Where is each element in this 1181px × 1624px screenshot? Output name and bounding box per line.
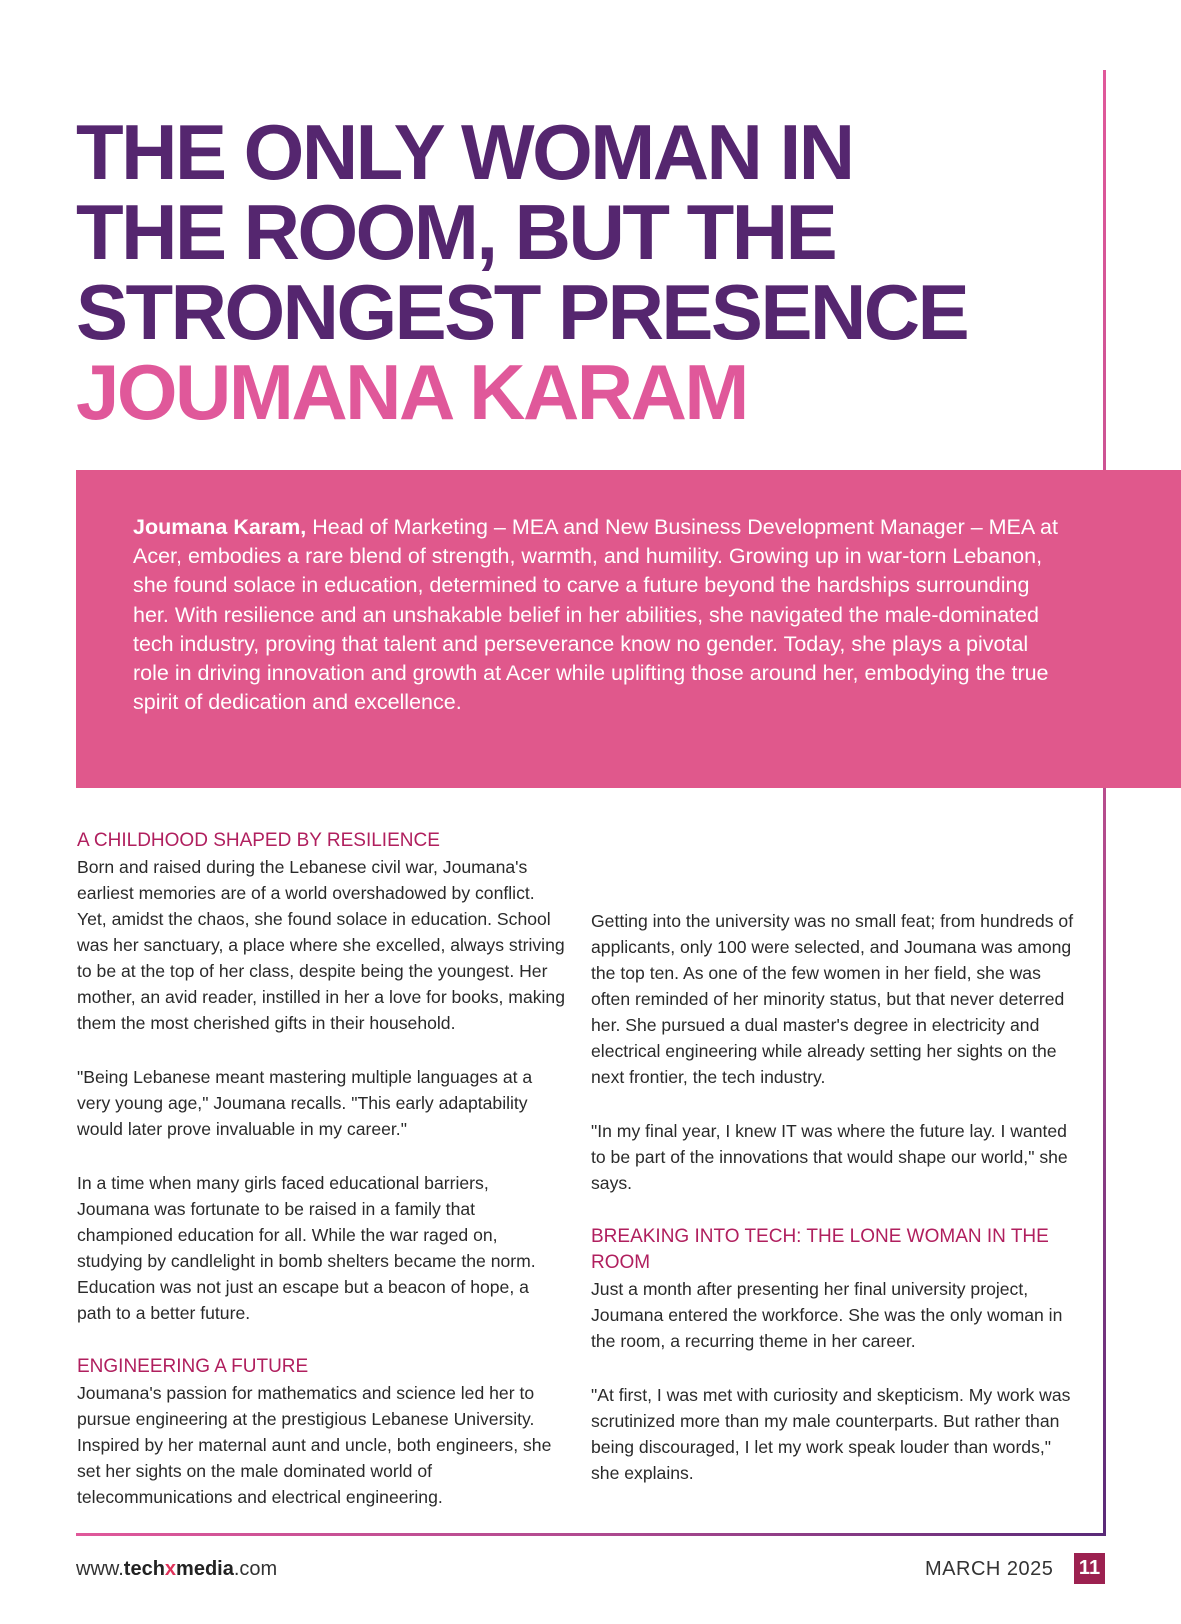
issue-date: MARCH 2025 (925, 1558, 1054, 1580)
paragraph-engineering: Joumana's passion for mathematics and science led her to pursue engineering at the prestigious Lebanese University. Inspired by her maternal aunt and uncle, both engineers, she set her sights on the male dominated world of telecommunications and electrical engineering. (77, 1383, 552, 1507)
paragraph-barriers: In a time when many girls faced educational barriers, Joumana was fortunate to be raised in a family that championed education for all. While the war raged on, studying by candlelight in bomb shelters became the norm. Education was not just an escape but a beacon of hope, a path to a better future. (77, 1173, 536, 1323)
paragraph-workforce: Just a month after presenting her final university project, Joumana entered the workforce. She was the only woman in the room, a recurring theme in her career. (591, 1279, 1063, 1351)
intro-paragraph (133, 513, 1063, 717)
footer-website[interactable] (76, 1556, 277, 1582)
article-headline (76, 108, 1096, 436)
paragraph-university: Getting into the university was no small feat; from hundreds of applicants, only 100 were selected, and Joumana was among the top ten. As one of the few women in her field, she was often reminded of her minority status, but that never deterred her. She pursued a dual master's degree in electricity and electrical engineering while already setting her sights on the next frontier, the tech industry. (591, 911, 1074, 1087)
footer-url-x: x (164, 1558, 177, 1580)
page-number-badge: 11 (1074, 1553, 1105, 1584)
paragraph-skepticism-quote: "At first, I was met with curiosity and skepticism. My work was scrutinized more than my male counterparts. But rather than being discouraged, I let my work speak louder than words," she explains. (591, 1385, 1071, 1483)
section-heading-engineering: ENGINEERING A FUTURE (77, 1356, 309, 1377)
section-heading-childhood: A CHILDHOOD SHAPED BY RESILIENCE (77, 830, 440, 851)
headline-line-3: STRONGEST PRESENCE (76, 268, 968, 356)
section-heading-tech: BREAKING INTO TECH: THE LONE WOMAN IN THE ROOM (591, 1226, 1049, 1273)
footer-url-media: media (176, 1558, 234, 1580)
headline-line-1: THE ONLY WOMAN IN (76, 108, 853, 196)
intro-lead-name: Joumana Karam, (133, 515, 307, 539)
footer-url-tech: tech (123, 1558, 165, 1580)
footer-url-prefix: www. (76, 1558, 124, 1580)
paragraph-final-year-quote: "In my final year, I knew IT was where the future lay. I wanted to be part of the innovations that would shape our world," she says. (591, 1121, 1068, 1193)
headline-line-2: THE ROOM, BUT THE (76, 188, 836, 276)
paragraph-languages-quote: "Being Lebanese meant mastering multiple languages at a very young age," Joumana recalls. "This early adaptability would later prove invaluable in my career." (77, 1067, 533, 1139)
frame-rule-right (1103, 70, 1106, 1536)
paragraph-childhood: Born and raised during the Lebanese civil war, Joumana's earliest memories are of a world overshadowed by conflict. Yet, amidst the chaos, she found solace in education. School was her sanctuary, a place where she excelled, always striving to be at the top of her class, despite being the youngest. Her mother, an avid reader, instilled in her a love for books, making them the most cherished gifts in their household. (77, 857, 566, 1033)
intro-body: Head of Marketing – MEA and New Business Development Manager – MEA at Acer, embodies a rare blend of strength, warmth, and humility. Growing up in war-torn Lebanon, she found solace in education, determined to carve a future beyond the hardships surrounding her. With resilience and an unshakable belief in her abilities, she navigated the male-dominated tech industry, proving that talent and perseverance know no gender. Today, she plays a pivotal role in driving innovation and growth at Acer while uplifting those around her, embodying the true spirit of dedication and excellence. (133, 515, 1058, 715)
article-column-left (77, 828, 565, 1538)
headline-person-name: JOUMANA KARAM (76, 348, 747, 436)
article-column-right-flow (591, 828, 1079, 1514)
footer-url-suffix: .com (233, 1558, 278, 1580)
